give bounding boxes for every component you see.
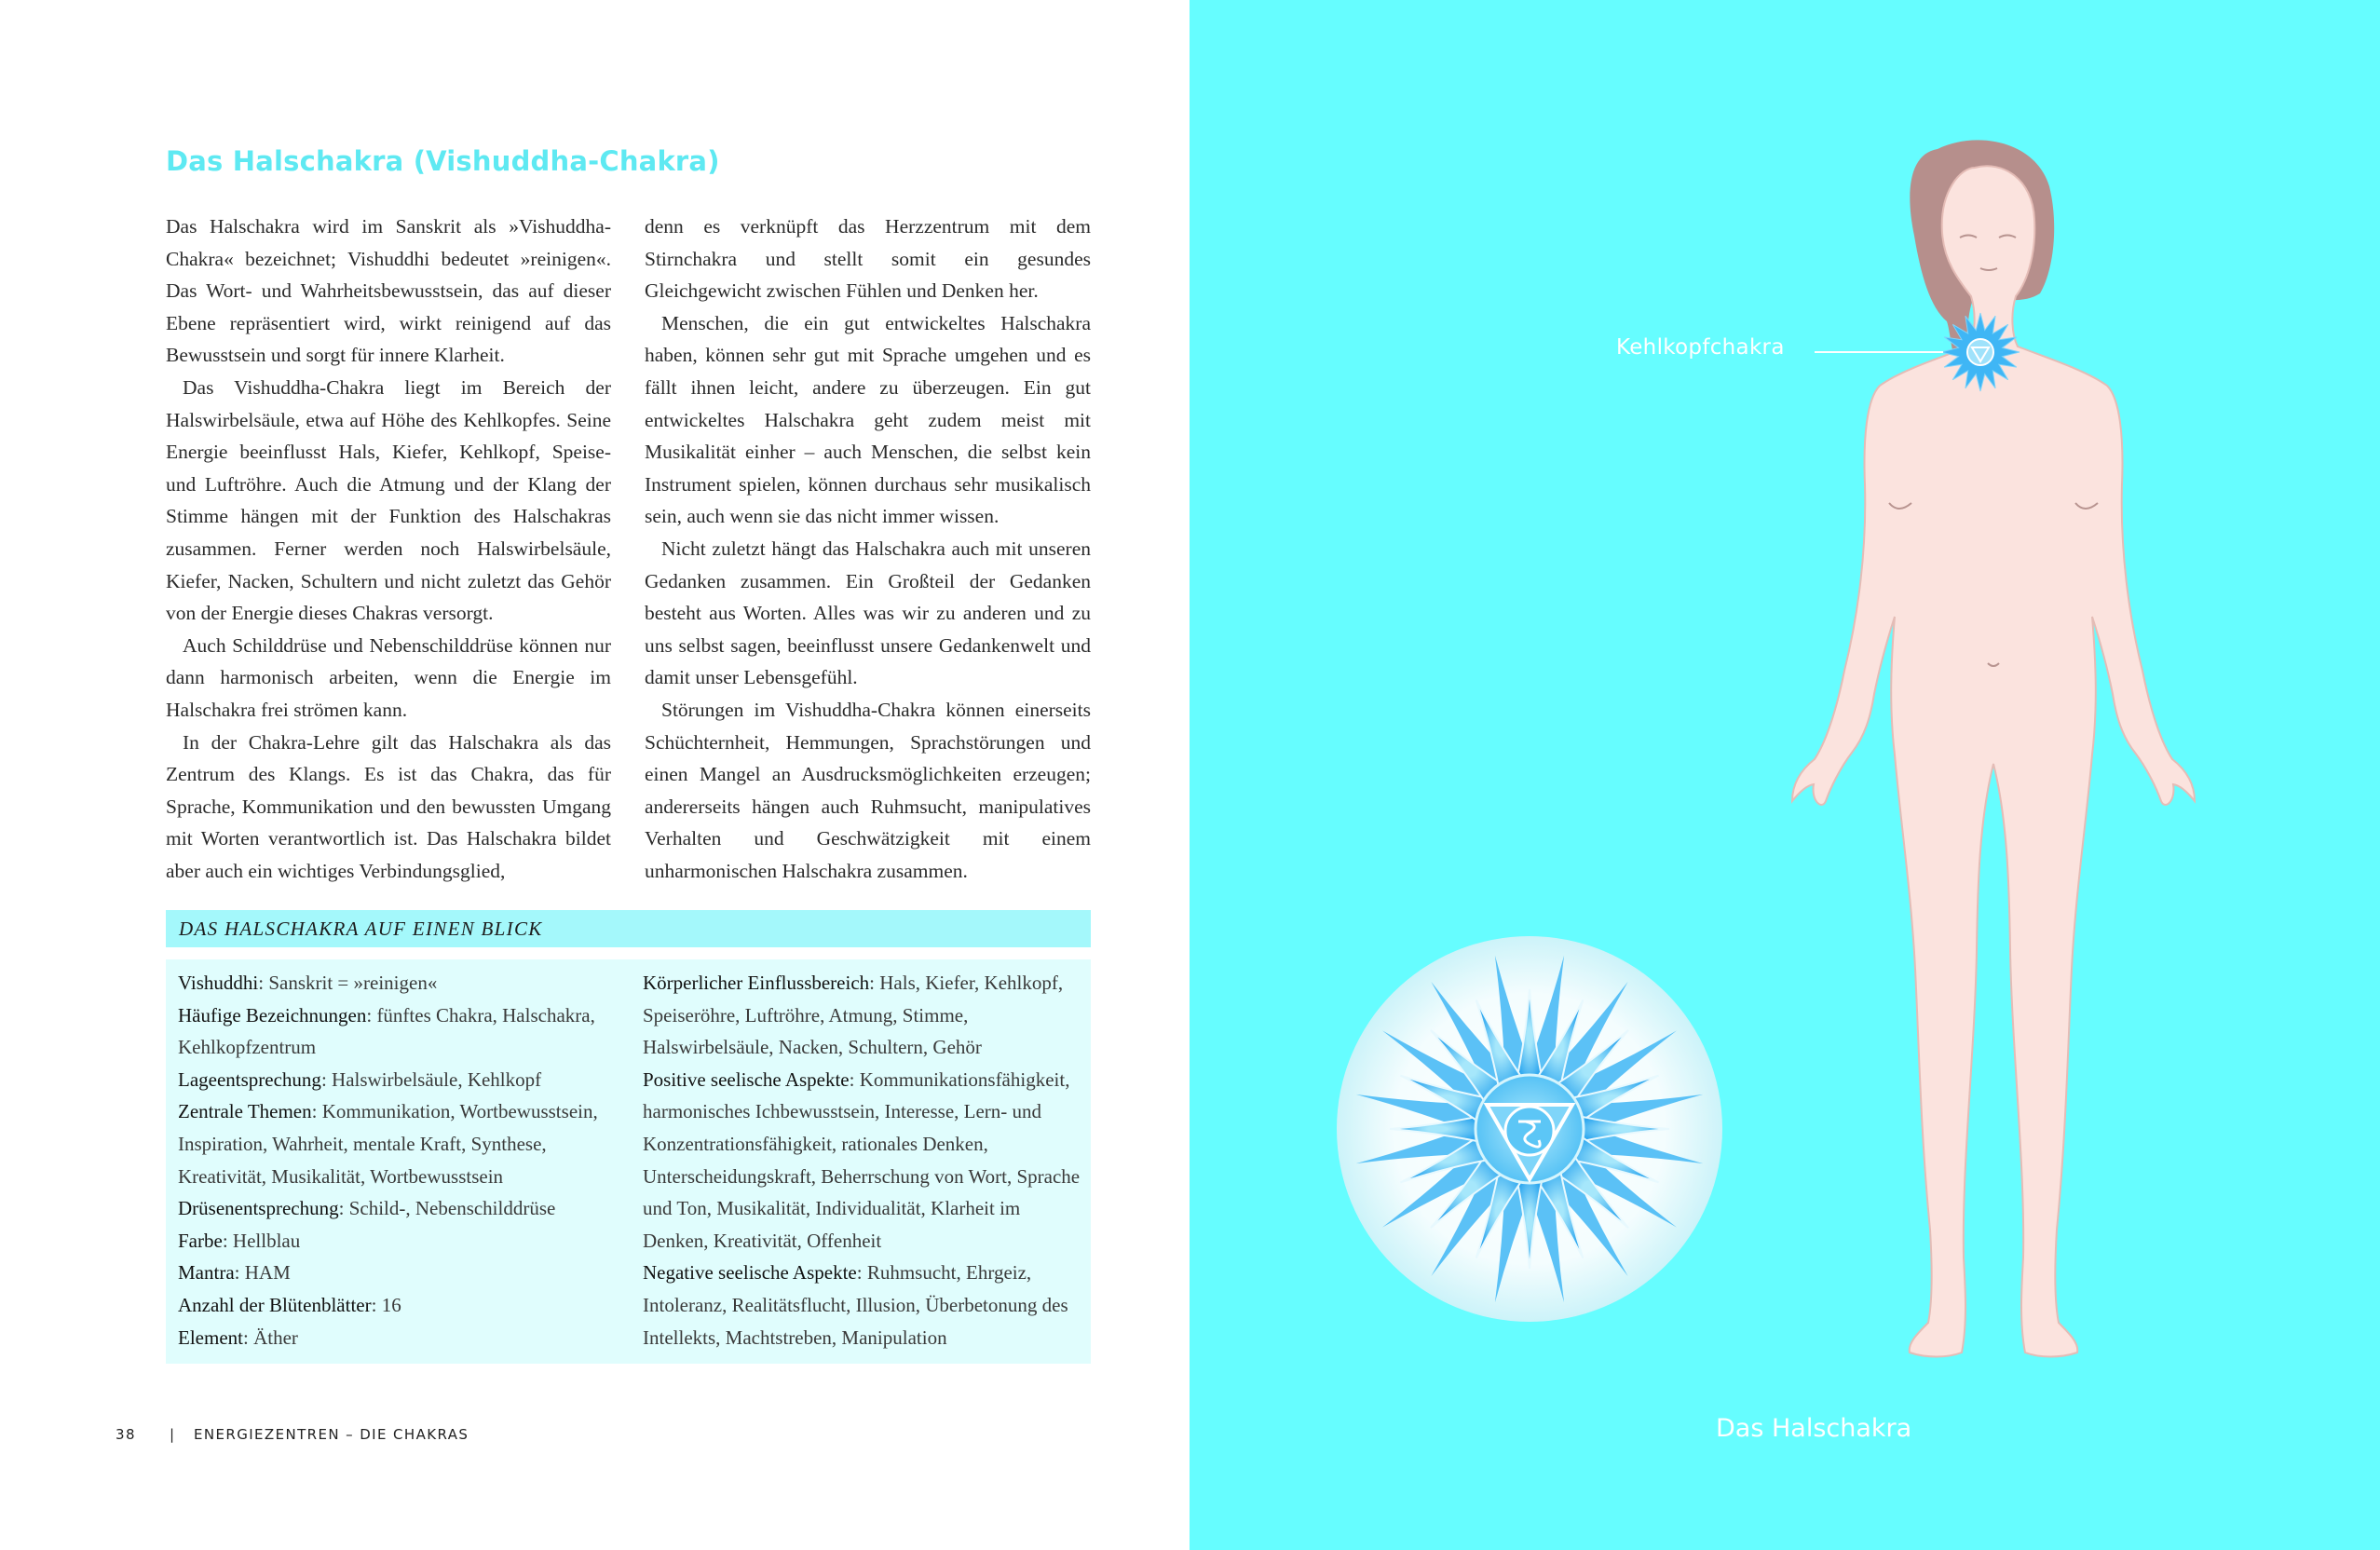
footer-separator: | [170, 1426, 176, 1443]
fact-value: HAM [244, 1261, 291, 1285]
fact-value: Ruhmsucht, Ehrgeiz, Intoleranz, Realitätsflucht, Illusion, Überbetonung des Intellekts, Machtstreben, Manipulation [643, 1261, 1068, 1349]
chapter-title: ENERGIEZENTREN – DIE CHAKRAS [194, 1426, 469, 1443]
fact-item: Lageentsprechung: Halswirbelsäule, Kehlkopf [178, 1067, 542, 1091]
fact-value: Schild-, Nebenschilddrüse [348, 1197, 556, 1220]
fact-item: Häufige Bezeichnungen: fünftes Chakra, Halschakra, Kehlkopfzentrum [178, 1003, 595, 1059]
figure-caption: Das Halschakra [1716, 1414, 1912, 1443]
fact-value: Hals, Kiefer, Kehlkopf, Speiseröhre, Luftröhre, Atmung, Stimme, Halswirbelsäule, Nacken, Schultern, Gehör [643, 972, 1064, 1059]
fact-item: Element: Äther [178, 1326, 298, 1349]
page-number: 38 [116, 1426, 136, 1443]
fact-key: Körperlicher Einflussbereich [643, 972, 870, 994]
fact-key: Positive seelische Aspekte [643, 1067, 850, 1091]
paragraph: Das Halschakra wird im Sanskrit als »Vishuddha-Chakra« bezeichnet; Vishuddhi bedeutet »reinigen«. Das Wort- und Wahrheitsbewusstsein, das auf dieser Ebene repräsentiert wird, wirkt reinigend auf das Bewusstsein und sorgt für innere Klarheit. [166, 215, 611, 367]
fact-key: Zentrale Themen [178, 1100, 312, 1123]
fact-key: Häufige Bezeichnungen [178, 1003, 367, 1027]
chakra-label: Kehlkopfchakra [1616, 335, 1785, 360]
mandala-inner-circle [1505, 1107, 1554, 1155]
paragraph: Nicht zuletzt hängt das Halschakra auch mit unseren Gedanken zusammen. Ein Großteil der Gedanken besteht aus Worten. Alles was wir zu anderen und zu uns selbst sagen, beeinflusst unsere Gedankenwelt und damit unser Lebensgefühl. [645, 537, 1091, 689]
paragraph: In der Chakra-Lehre gilt das Halschakra als das Zentrum des Klangs. Es ist das Chakra, das für Sprache, Kommunikation und den bewussten Umgang mit Worten verantwortlich ist. Das Halschakra bildet aber auch ein wichtiges Verbindungsglied, [166, 730, 611, 882]
fact-key: Anzahl der Blütenblätter [178, 1293, 372, 1316]
paragraph: Störungen im Vishuddha-Chakra können einerseits Schüchternheit, Hemmungen, Sprachstörungen und einen Mangel an Ausdrucksmöglichkeiten erzeugen; andererseits hängen auch Ruhmsucht, manipulatives Verhalten und Geschwätzigkeit mit einem unharmonischen Halschakra zusammen. [645, 698, 1091, 882]
fact-key: Negative seelische Aspekte [643, 1261, 857, 1285]
fact-item: Körperlicher Einflussbereich: Hals, Kiefer, Kehlkopf, Speiseröhre, Luftröhre, Atmung, Stimme, Halswirbelsäule, Nacken, Schultern, Gehör [643, 972, 1064, 1059]
fact-value: Kommunikation, Wortbewusstsein, Inspiration, Wahrheit, mentale Kraft, Synthese, Kreativität, Musikalität, Wortbewusstsein [178, 1100, 598, 1188]
fact-item: Vishuddhi: Sanskrit = »reinigen« [178, 972, 438, 994]
fact-key: Vishuddhi [178, 972, 259, 994]
fact-value: Sanskrit = »reinigen« [268, 972, 438, 994]
fact-item: Drüsenentsprechung: Schild-, Nebenschilddrüse [178, 1197, 556, 1220]
fact-key: Lageentsprechung [178, 1067, 321, 1091]
chakra-mandala [1337, 936, 1722, 1322]
page-title: Das Halschakra (Vishuddha-Chakra) [166, 145, 720, 177]
fact-item: Zentrale Themen: Kommunikation, Wortbewusstsein, Inspiration, Wahrheit, mentale Kraft, Synthese, Kreativität, Musikalität, Wortbewusstsein [178, 1100, 598, 1188]
fact-item: Anzahl der Blütenblätter: 16 [178, 1293, 401, 1316]
fact-item: Farbe: Hellblau [178, 1229, 301, 1252]
fact-key: Element [178, 1326, 243, 1349]
fact-value: Äther [253, 1326, 298, 1349]
throat-chakra-small [1941, 313, 2020, 391]
fact-value: Kommunikationsfähigkeit, harmonisches Ichbewusstsein, Interesse, Lern- und Konzentrationsfähigkeit, rationales Denken, Unterscheidungskraft, Beherrschung von Wort, Sprache und Ton, Musikalität, Individualität, Klarheit im Denken, Kreativität, Offenheit [643, 1067, 1081, 1252]
paragraph: Auch Schilddrüse und Nebenschilddrüse können nur dann harmonisch arbeiten, wenn die Energie im Halschakra frei strömen kann. [166, 633, 611, 721]
fact-item: Mantra: HAM [178, 1261, 291, 1285]
paragraph: Menschen, die ein gut entwickeltes Halschakra haben, können sehr gut mit Sprache umgehen und es fällt ihnen leicht, andere zu überzeugen. Ein gut entwickeltes Halschakra geht zudem meist mit Musikalität einher – auch Menschen, die selbst kein Instrument spielen, können durchaus sehr musikalisch sein, auch wenn sie das nicht immer wissen. [645, 311, 1091, 528]
fact-item: Negative seelische Aspekte: Ruhmsucht, Ehrgeiz, Intoleranz, Realitätsflucht, Illusion, Überbetonung des Intellekts, Machtstreben, Manipulation [643, 1261, 1068, 1349]
paragraph: Das Vishuddha-Chakra liegt im Bereich der Halswirbelsäule, etwa auf Höhe des Kehlkopfes. Seine Energie beeinflusst Hals, Kiefer, Kehlkopf, Speise- und Luftröhre. Auch die Atmung und der Klang der Stimme hängen mit der Funktion des Halschakras zusammen. Ferner werden noch Halswirbelsäule, Kiefer, Nacken, Schultern und nicht zuletzt das Gehör von der Energie dieses Chakras versorgt. [166, 375, 611, 625]
fact-value: 16 [381, 1293, 401, 1316]
fact-key: Farbe [178, 1229, 223, 1252]
fact-value: fünftes Chakra, Halschakra, Kehlkopfzentrum [178, 1003, 595, 1059]
fact-key: Drüsenentsprechung [178, 1197, 339, 1220]
fact-item: Positive seelische Aspekte: Kommunikationsfähigkeit, harmonisches Ichbewusstsein, Interesse, Lern- und Konzentrationsfähigkeit, rationales Denken, Unterscheidungskraft, Beherrschung von Wort, Sprache und Ton, Musikalität, Individualität, Klarheit im Denken, Kreativität, Offenheit [643, 1067, 1081, 1252]
info-box-title: DAS HALSCHAKRA AUF EINEN BLICK [179, 918, 543, 940]
fact-value: Halswirbelsäule, Kehlkopf [332, 1067, 542, 1091]
paragraph: denn es verknüpft das Herzzentrum mit dem Stirnchakra und stellt somit ein gesundes Gleichgewicht zwischen Fühlen und Denken her. [645, 215, 1091, 303]
fact-key: Mantra [178, 1261, 235, 1285]
fact-value: Hellblau [232, 1229, 301, 1252]
